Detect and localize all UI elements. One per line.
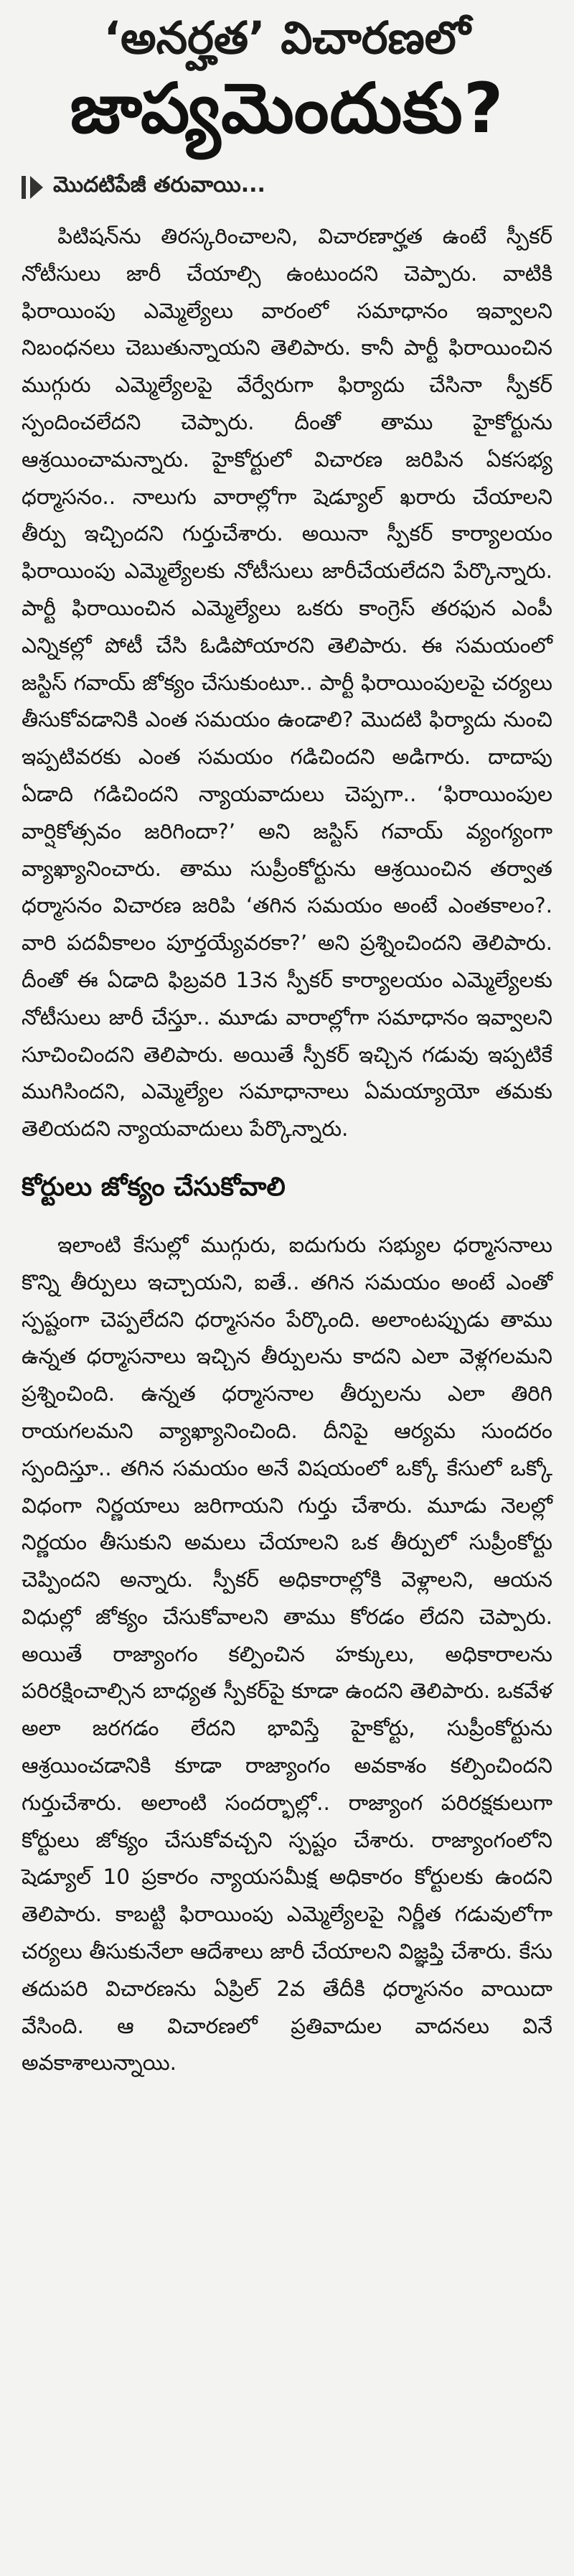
headline-line-2: జాప్యమెందుకు?	[70, 68, 504, 149]
section-heading: కోర్టులు జోక్యం చేసుకోవాలి	[22, 1172, 286, 1202]
continued-from-label: మొదటిపేజీ తరువాయి...	[53, 172, 265, 197]
article-paragraph-1: పిటిషన్‌ను తిరస్కరించాలని, విచారణార్హత ఉంటే స్పీకర్ నోటీసులు జారీ చేయాల్సి ఉంటుందని చెప్పారు. వాటికి ఫిరాయింపు ఎమ్మెల్యేలు వారంలో సమాధానం ఇవ్వాలని నిబంధనలు చెబుతున్నాయని తెలిపారు. కానీ పార్టీ ఫిరాయించిన ముగ్గురు ఎమ్మెల్యేలపై వేర్వేరుగా ఫిర్యాదు చేసినా స్పీకర్ స్పందించలేదని చెప్పారు. దీంతో తాము హైకోర్టును ఆశ్రయించామన్నారు. హైకోర్టులో విచారణ జరిపిన ఏకసభ్య ధర్మాసనం.. నాలుగు వారాల్లోగా షెడ్యూల్ ఖరారు చేయాలని తీర్పు ఇచ్చిందని గుర్తుచేశారు. అయినా స్పీకర్ కార్యాలయం ఫిరాయింపు ఎమ్మెల్యేలకు నోటీసులు జారీచేయలేదని పేర్కొన్నారు. పార్టీ ఫిరాయించిన ఎమ్మెల్యేలు ఒకరు కాంగ్రెస్ తరఫున ఎంపీ ఎన్నికల్లో పోటీ చేసి ఓడిపోయారని తెలిపారు. ఈ సమయంలో జస్టిస్ గవాయ్ జోక్యం చేసుకుంటూ.. పార్టీ ఫిరాయింపులపై చర్యలు తీసుకోవడానికి ఎంత సమయం ఉండాలి? మొదటి ఫిర్యాదు నుంచి ఇప్పటివరకు ఎంత సమయం గడిచిందని అడిగారు. దాదాపు ఏడాది గడిచిందని న్యాయవాదులు చెప్పగా.. ‘ఫిరాయింపుల వార్షికోత్సవం జరిగిందా?’ అని జస్టిస్ గవాయ్ వ్యంగ్యంగా వ్యాఖ్యానించారు. తాము సుప్రీంకోర్టును ఆశ్రయించిన తర్వాత ధర్మాసనం విచారణ జరిపి ‘తగిన సమయం అంటే ఎంతకాలం?. వారి పదవీకాలం పూర్తయ్యేవరకా?’ అని ప్రశ్నించిందని తెలిపారు. దీంతో ఈ ఏడాది ఫిబ్రవరి 13న స్పీకర్ కార్యాలయం ఎమ్మెల్యేలకు నోటీసులు జారీ చేస్తూ.. మూడు వారాల్లోగా సమాధానం ఇవ్వాలని సూచించిందని తెలిపారు. అయితే స్పీకర్ ఇచ్చిన గడువు ఇప్పటికే ముగిసిందని, ఎమ్మెల్యేల సమాధానాలు ఏమయ్యాయో తమకు తెలియదని న్యాయవాదులు పేర్కొన్నారు.	[22, 224, 552, 1142]
article-paragraph-2: ఇలాంటి కేసుల్లో ముగ్గురు, ఐదుగురు సభ్యుల ధర్మాసనాలు కొన్ని తీర్పులు ఇచ్చాయని, ఐతే.. తగిన సమయం అంటే ఎంతో స్పష్టంగా చెప్పలేదని ధర్మాసనం పేర్కొంది. అలాంటప్పుడు తాము ఉన్నత ధర్మాసనాలు ఇచ్చిన తీర్పులను కాదని ఎలా వెళ్లగలమని ప్రశ్నించింది. ఉన్నత ధర్మాసనాల తీర్పులను ఎలా తిరిగి రాయగలమని వ్యాఖ్యానించింది. దీనిపై ఆర్యమ సుందరం స్పందిస్తూ.. తగిన సమయం అనే విషయంలో ఒక్కో కేసులో ఒక్కో విధంగా నిర్ణయాలు జరిగాయని గుర్తు చేశారు. మూడు నెలల్లో నిర్ణయం తీసుకుని అమలు చేయాలని ఒక తీర్పులో సుప్రీంకోర్టు చెప్పిందని అన్నారు. స్పీకర్ అధికారాల్లోకి వెళ్లాలని, ఆయన విధుల్లో జోక్యం చేసుకోవాలని తాము కోరడం లేదని చెప్పారు. అయితే రాజ్యాంగం కల్పించిన హక్కులు, అధికారాలను పరిరక్షించాల్సిన బాధ్యత స్పీకర్‌పై కూడా ఉందని తెలిపారు. ఒకవేళ అలా జరగడం లేదని భావిస్తే హైకోర్టు, సుప్రీంకోర్టును ఆశ్రయించడానికి కూడా రాజ్యాంగం అవకాశం కల్పించిందని గుర్తుచేశారు. అలాంటి సందర్భాల్లో.. రాజ్యాంగ పరిరక్షకులుగా కోర్టులు జోక్యం చేసుకోవచ్చని స్పష్టం చేశారు. రాజ్యాంగంలోని షెడ్యూల్ 10 ప్రకారం న్యాయసమీక్ష అధికారం కోర్టులకు ఉందని తెలిపారు. కాబట్టి ఫిరాయింపు ఎమ్మెల్యేలపై నిర్ణీత గడువులోగా చర్యలు తీసుకునేలా ఆదేశాలు జారీ చేయాలని విజ్ఞప్తి చేశారు. కేసు తదుపరి విచారణను ఏప్రిల్ 2వ తేదీకి ధర్మాసనం వాయిదా వేసింది. ఆ విచారణలో ప్రతివాదుల వాదనలు వినే అవకాశాలున్నాయి.	[22, 1232, 552, 2076]
arrow-right-icon	[30, 176, 43, 199]
arrow-bar-icon	[22, 176, 26, 199]
article-headline	[22, 0, 552, 151]
continuation-marker	[22, 172, 552, 202]
headline-line-1: ‘అనర్హత’ విచారణలో	[103, 11, 471, 64]
